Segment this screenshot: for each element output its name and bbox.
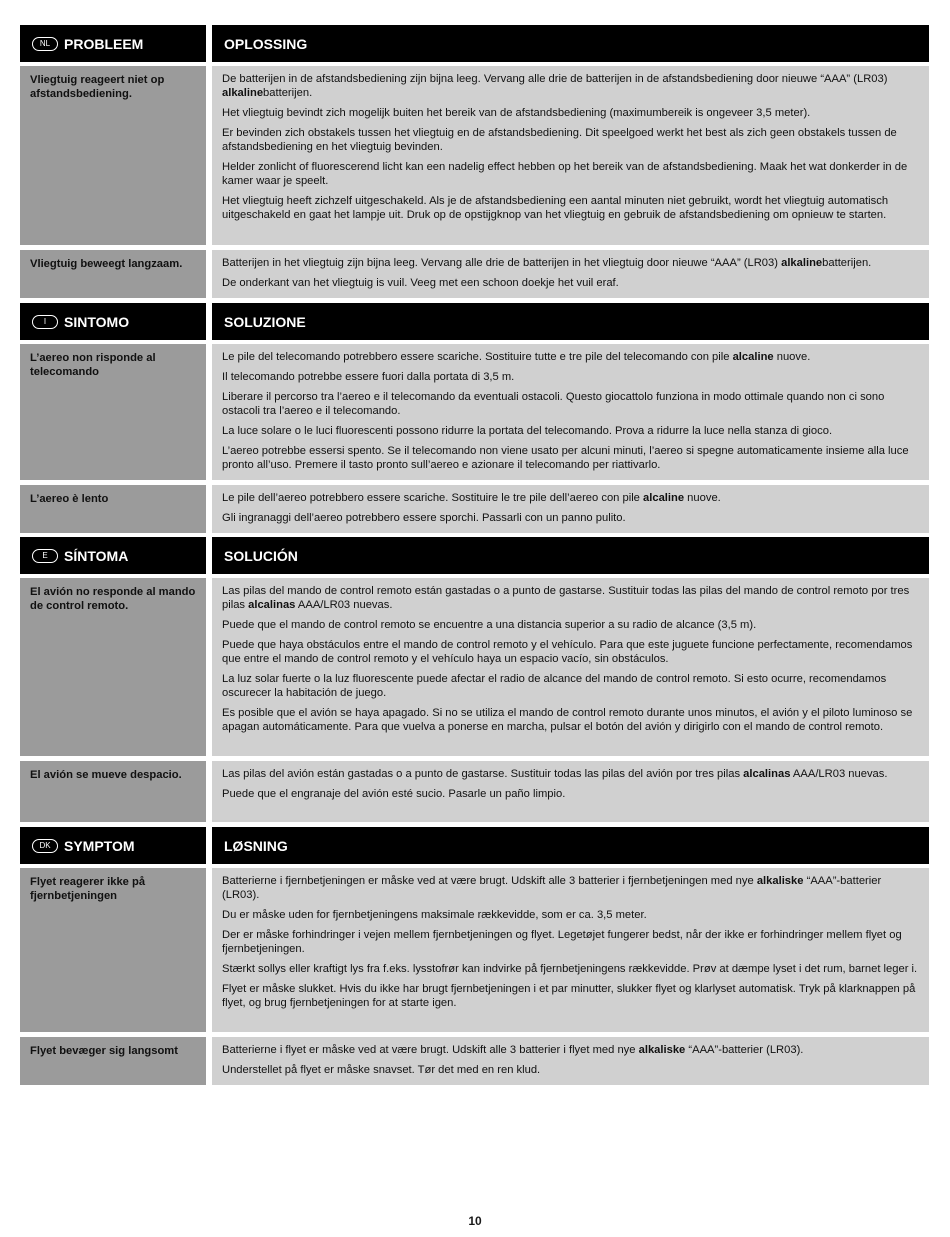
solution-item: Le pile dell’aereo potrebbero essere scariche. Sostituire le tre pile dell’aereo con pile alcaline nuove. <box>222 492 721 504</box>
solution-cell <box>212 578 929 756</box>
solution-cell <box>212 1037 929 1085</box>
solution-item: Gli ingranaggi dell’aereo potrebbero essere sporchi. Passarli con un panno pulito. <box>222 512 626 524</box>
solution-item: Stærkt sollys eller kraftigt lys fra f.eks. lysstofrør kan indvirke på fjernbetjeningens rækkevidde. Prøv at dæmpe lyset i det rum, barnet leger i. <box>222 963 918 975</box>
solution-item: La luz solar fuerte o la luz fluorescente puede afectar el radio de alcance del mando de control remoto. Si esto ocurre, recomendamos oscurecer la habitación de juego. <box>222 673 887 699</box>
problem-header-cell <box>20 537 206 574</box>
table-row <box>20 66 929 245</box>
solution-item: Es posible que el avión se haya apagado. Si no se utiliza el mando de control remoto durante unos minutos, el avión y el piloto luminoso se apagan automáticamente. Para que vuelva a ponerse en marcha, pulsar el botón del avión y dirigirlo con el mando de control remoto. <box>222 707 913 733</box>
solution-item: Het vliegtuig bevindt zich mogelijk buiten het bereik van de afstandsbediening (maximumbereik is ongeveer 3,5 meter). <box>222 107 811 119</box>
table-row <box>20 868 929 1032</box>
solution-item: De batterijen in de afstandsbediening zijn bijna leeg. Vervang alle drie de batterijen in de afstandsbediening door nieuwe “AAA” (LR03) alkalinebatterijen. <box>222 73 888 99</box>
table-row <box>20 578 929 756</box>
problem-cell: L’aereo non risponde al telecomando <box>20 344 206 480</box>
problem-cell: Vliegtuig beweegt langzaam. <box>20 250 206 298</box>
problem-cell: Flyet reagerer ikke på fjernbetjeningen <box>20 868 206 1032</box>
solution-item: Er bevinden zich obstakels tussen het vliegtuig en de afstandsbediening. Dit speelgoed werkt het best als zich geen obstakels tussen de afstandsbediening en het vliegtuig bevinden. <box>222 127 897 153</box>
problem-header-cell <box>20 25 206 62</box>
solution-item: Las pilas del mando de control remoto están gastadas o a punto de gastarse. Sustituir todas las pilas del mando de control remoto por tres pilas alcalinas AAA/LR03 nuevas. <box>222 585 910 611</box>
problem-cell: Vliegtuig reageert niet op afstandsbediening. <box>20 66 206 245</box>
solution-cell <box>212 761 929 822</box>
solution-item: Las pilas del avión están gastadas o a punto de gastarse. Sustituir todas las pilas del avión por tres pilas alcalinas AAA/LR03 nuevas. <box>222 768 888 780</box>
solution-item: Batterierne i fjernbetjeningen er måske ved at være brugt. Udskift alle 3 batterier i fjernbetjeningen med nye alkaliske “AAA”-batterier (LR03). <box>222 875 882 901</box>
table-row <box>20 344 929 480</box>
table-row <box>20 250 929 298</box>
solution-item: La luce solare o le luci fluorescenti possono ridurre la portata del telecomando. Prova a ridurre la luce nella stanza di gioco. <box>222 425 833 437</box>
section-header <box>20 25 929 62</box>
problem-cell: L’aereo è lento <box>20 485 206 533</box>
page-number: 10 <box>468 1214 482 1228</box>
solution-header: LØSNING <box>224 837 288 854</box>
solution-item: Il telecomando potrebbe essere fuori dalla portata di 3,5 m. <box>222 371 515 383</box>
problem-header: PROBLEEM <box>64 35 144 52</box>
problem-header-cell <box>20 827 206 864</box>
section-header <box>20 827 929 864</box>
solution-cell <box>212 485 929 533</box>
solution-cell <box>212 344 929 480</box>
solution-item: Het vliegtuig heeft zichzelf uitgeschakeld. Als je de afstandsbediening een aantal minuten niet gebruikt, wordt het vliegtuig automatisch uitgeschakeld en gaat het lampje uit. Druk op de opstijgknop van het vliegtuig en gebruik de afstandsbediening om opnieuw te starten. <box>222 195 889 221</box>
solution-item: Puede que el mando de control remoto se encuentre a una distancia superior a su radio de alcance (3,5 m). <box>222 619 757 631</box>
solution-item: Liberare il percorso tra l’aereo e il telecomando da eventuali ostacoli. Questo giocattolo funziona in modo ottimale quando non ci sono ostacoli tra l’aereo e il telecomando. <box>222 391 885 417</box>
solution-item: Understellet på flyet er måske snavset. Tør det med en ren klud. <box>222 1064 541 1076</box>
solution-item: Le pile del telecomando potrebbero essere scariche. Sostituire tutte e tre pile del telecomando con pile alcaline nuove. <box>222 351 811 363</box>
solution-header: OPLOSSING <box>224 35 308 52</box>
solution-header-cell <box>212 303 929 340</box>
solution-cell <box>212 250 929 298</box>
section-nl <box>20 25 929 303</box>
problem-header: SYMPTOM <box>64 837 135 854</box>
solution-cell <box>212 868 929 1032</box>
problem-cell: El avión se mueve despacio. <box>20 761 206 822</box>
language-badge: NL <box>32 37 58 51</box>
problem-header: SÍNTOMA <box>64 547 129 564</box>
section-it <box>20 303 929 538</box>
language-badge: DK <box>32 839 58 853</box>
problem-header-cell <box>20 303 206 340</box>
solution-item: Batterijen in het vliegtuig zijn bijna leeg. Vervang alle drie de batterijen in het vliegtuig door nieuwe “AAA” (LR03) alkalinebatterijen. <box>222 257 872 269</box>
language-badge: I <box>32 315 58 329</box>
solution-item: Puede que el engranaje del avión esté sucio. Pasarle un paño limpio. <box>222 788 566 800</box>
solution-item: Puede que haya obstáculos entre el mando de control remoto y el vehículo. Para que este juguete funcione perfectamente, recomendamos que entre el mando de control remoto y el vehículo haya un espacio vacío, sin obstáculos. <box>222 639 913 665</box>
problem-cell: El avión no responde al mando de control remoto. <box>20 578 206 756</box>
table-row <box>20 1037 929 1085</box>
solution-item: Der er måske forhindringer i vejen mellem fjernbetjeningen og flyet. Legetøjet fungerer bedst, når der ikke er forhindringer mellem flyet og fjernbetjeningen. <box>222 929 902 955</box>
solution-item: Batterierne i flyet er måske ved at være brugt. Udskift alle 3 batterier i flyet med nye alkaliske “AAA”-batterier (LR03). <box>222 1044 804 1056</box>
solution-item: De onderkant van het vliegtuig is vuil. Veeg met een schoon doekje het vuil eraf. <box>222 277 619 289</box>
section-header <box>20 303 929 340</box>
solution-cell <box>212 66 929 245</box>
section-header <box>20 537 929 574</box>
problem-header: SINTOMO <box>64 313 130 330</box>
solution-item: Helder zonlicht of fluorescerend licht kan een nadelig effect hebben op het bereik van de afstandsbediening. Maak het wat donkerder in de kamer waar je speelt. <box>222 161 908 187</box>
solution-header: SOLUZIONE <box>224 313 306 330</box>
solution-item: Flyet er måske slukket. Hvis du ikke har brugt fjernbetjeningen i et par minutter, slukker flyet og klarlyset automatisk. Tryk på klarknappen på flyet, og brug fjernbetjeningen for at starte igen. <box>222 983 916 1009</box>
solution-header-cell <box>212 25 929 62</box>
language-badge: E <box>32 549 58 563</box>
solution-header: SOLUCIÓN <box>224 547 298 564</box>
section-es <box>20 537 929 827</box>
solution-header-cell <box>212 827 929 864</box>
section-dk <box>20 827 929 1090</box>
table-row <box>20 761 929 822</box>
solution-header-cell <box>212 537 929 574</box>
solution-item: Du er måske uden for fjernbetjeningens maksimale rækkevidde, som er ca. 3,5 meter. <box>222 909 647 921</box>
table-row <box>20 485 929 533</box>
solution-item: L’aereo potrebbe essersi spento. Se il telecomando non viene usato per alcuni minuti, l’aereo si spegne automaticamente insieme alla luce pronto all’uso. Premere il tasto pronto sull’aereo e azionare il telecomando per riattivarlo. <box>222 445 909 471</box>
problem-cell: Flyet bevæger sig langsomt <box>20 1037 206 1085</box>
